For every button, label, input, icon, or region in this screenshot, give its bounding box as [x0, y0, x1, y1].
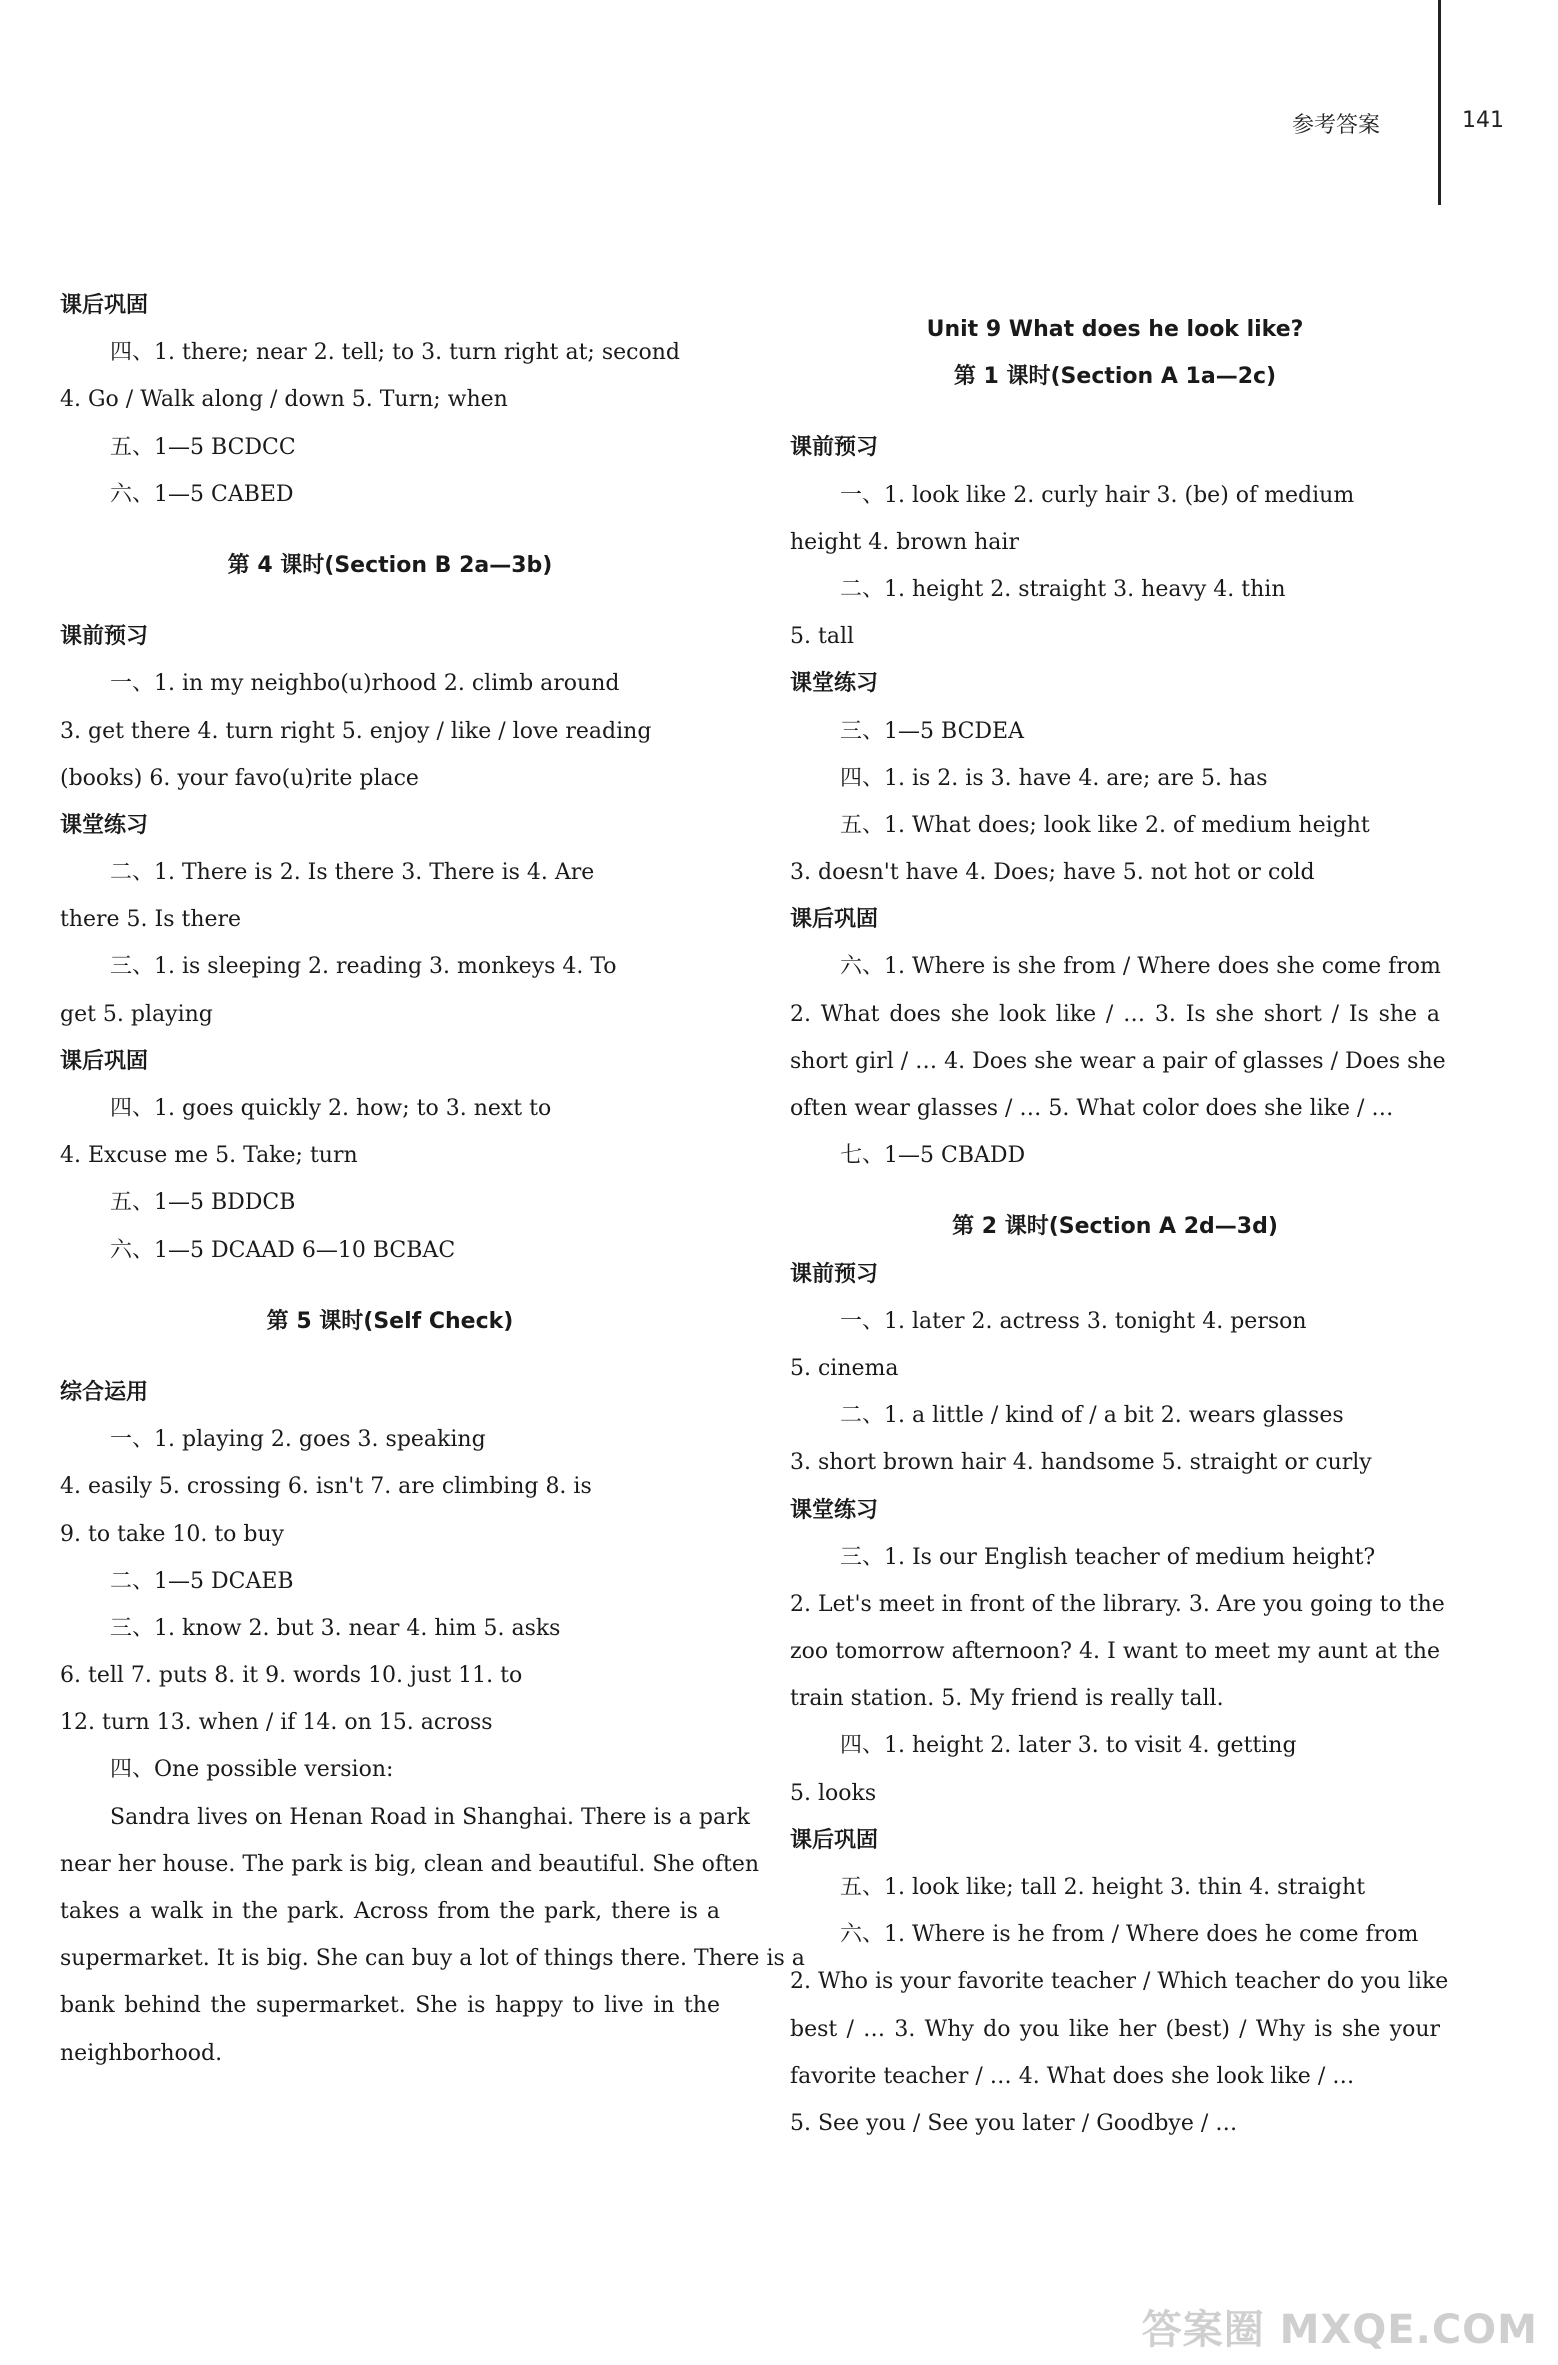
section-heading: 课后巩固: [790, 1827, 879, 1853]
lesson-title: 第 2 课时(Section A 2d—3d): [952, 1214, 1278, 1240]
answer-line: 5. See you / See you later / Goodbye / …: [790, 2110, 1238, 2136]
page-number: 141: [1462, 108, 1504, 133]
answer-line: 四、1. there; near 2. tell; to 3. turn right at; second: [110, 340, 680, 366]
section-heading: 课堂练习: [60, 812, 149, 838]
answer-line: zoo tomorrow afternoon? 4. I want to meet my aunt at the: [790, 1639, 1440, 1665]
answer-line: 2. Who is your favorite teacher / Which teacher do you like: [790, 1969, 1449, 1995]
lesson-title: 第 1 课时(Section A 1a—2c): [953, 364, 1277, 390]
answer-line: 三、1—5 BCDEA: [840, 718, 1024, 744]
answer-line: Sandra lives on Henan Road in Shanghai. There is a park: [110, 1804, 750, 1830]
section-heading: 课前预习: [790, 1261, 879, 1287]
answer-line: takes a walk in the park. Across from the park, there is a: [60, 1899, 720, 1924]
left-column: [60, 282, 805, 2077]
answer-line: 二、1—5 DCAEB: [110, 1568, 294, 1594]
answer-line: 二、1. a little / kind of / a bit 2. wears glasses: [840, 1403, 1344, 1429]
answer-line: 六、1. Where is he from / Where does he come from: [840, 1922, 1419, 1948]
watermark-logo: 答案圈 MXQE.COM: [1141, 2307, 1538, 2353]
answer-line: 四、One possible version:: [110, 1757, 394, 1783]
section-gap: [790, 400, 1440, 424]
answer-line: 七、1—5 CBADD: [840, 1143, 1026, 1169]
answer-line: 2. What does she look like / … 3. Is she short / Is she a: [790, 1001, 1440, 1027]
lesson-title: 第 5 课时(Self Check): [266, 1308, 514, 1334]
answer-line: best / … 3. Why do you like her (best) / Why is she your: [790, 2016, 1440, 2042]
section-gap: [60, 1274, 720, 1298]
answer-line: there 5. Is there: [60, 907, 242, 933]
section-gap: [790, 282, 1440, 306]
section-heading: 课堂练习: [790, 671, 879, 697]
section-gap: [790, 1179, 1440, 1203]
section-heading: 课后巩固: [790, 907, 879, 933]
section-gap: [60, 518, 720, 542]
header-divider: [1438, 0, 1441, 205]
answer-line: 三、1. know 2. but 3. near 4. him 5. asks: [110, 1615, 561, 1641]
section-heading: 课堂练习: [790, 1497, 879, 1523]
section-gap: [60, 1345, 720, 1369]
section-gap: [60, 589, 720, 613]
lesson-title: Unit 9 What does he look like?: [926, 317, 1304, 342]
section-heading: 课后巩固: [60, 1048, 149, 1074]
answer-line: 2. Let's meet in front of the library. 3. Are you going to the: [790, 1591, 1445, 1617]
answer-line: train station. 5. My friend is really tall.: [790, 1686, 1224, 1712]
answer-line: 四、1. goes quickly 2. how; to 3. next to: [110, 1096, 552, 1121]
answer-line: short girl / … 4. Does she wear a pair of glasses / Does she: [790, 1048, 1446, 1074]
answer-line: 6. tell 7. puts 8. it 9. words 10. just 11. to: [60, 1663, 523, 1689]
answer-line: 9. to take 10. to buy: [60, 1521, 285, 1547]
answer-line: 五、1. look like; tall 2. height 3. thin 4. straight: [840, 1875, 1366, 1900]
answer-line: 5. looks: [790, 1780, 877, 1806]
section-heading: 综合运用: [60, 1379, 149, 1405]
answer-line: supermarket. It is big. She can buy a lot of things there. There is a: [60, 1946, 805, 1972]
answer-line: 五、1—5 BDDCB: [110, 1190, 296, 1216]
answer-line: often wear glasses / … 5. What color does she like / …: [790, 1096, 1394, 1121]
answer-line: 一、1. playing 2. goes 3. speaking: [110, 1427, 486, 1453]
answer-line: 一、1. in my neighbo(u)rhood 2. climb around: [110, 671, 620, 697]
answer-line: 三、1. Is our English teacher of medium height?: [840, 1544, 1376, 1570]
section-heading: 课后巩固: [60, 293, 149, 318]
answer-line: 二、1. There is 2. Is there 3. There is 4. Are: [110, 860, 595, 886]
answer-line: 4. Go / Walk along / down 5. Turn; when: [60, 387, 508, 413]
answer-line: get 5. playing: [60, 1001, 213, 1027]
answer-line: height 4. brown hair: [790, 529, 1019, 555]
answer-line: favorite teacher / … 4. What does she look like / …: [790, 2063, 1355, 2089]
answer-line: 5. cinema: [790, 1355, 899, 1381]
section-heading: 课前预习: [790, 435, 879, 461]
answer-line: 六、1—5 DCAAD 6—10 BCBAC: [110, 1237, 456, 1263]
answer-line: 三、1. is sleeping 2. reading 3. monkeys 4. To: [110, 954, 617, 980]
answer-line: 5. tall: [790, 624, 855, 650]
answer-line: 12. turn 13. when / if 14. on 15. across: [60, 1710, 493, 1736]
answer-line: 六、1. Where is she from / Where does she come from: [840, 954, 1441, 980]
answer-line: 四、1. height 2. later 3. to visit 4. getting: [840, 1733, 1297, 1759]
answer-line: neighborhood.: [60, 2040, 223, 2066]
answer-line: 4. easily 5. crossing 6. isn't 7. are climbing 8. is: [60, 1474, 592, 1500]
answer-line: 二、1. height 2. straight 3. heavy 4. thin: [840, 576, 1286, 602]
answer-line: 3. doesn't have 4. Does; have 5. not hot or cold: [790, 860, 1315, 886]
answer-line: 四、1. is 2. is 3. have 4. are; are 5. has: [840, 765, 1268, 791]
answer-line: 五、1. What does; look like 2. of medium height: [840, 812, 1370, 838]
answer-line: bank behind the supermarket. She is happy to live in the: [60, 1993, 720, 2019]
answer-line: 一、1. later 2. actress 3. tonight 4. person: [840, 1308, 1307, 1334]
answer-line: 3. get there 4. turn right 5. enjoy / like / love reading: [60, 718, 652, 744]
header-title: 参考答案: [1292, 113, 1381, 138]
answer-line: 4. Excuse me 5. Take; turn: [60, 1143, 358, 1169]
answer-line: 一、1. look like 2. curly hair 3. (be) of medium: [840, 482, 1355, 508]
answer-line: 3. short brown hair 4. handsome 5. straight or curly: [790, 1450, 1372, 1476]
answer-line: 六、1—5 CABED: [110, 481, 294, 507]
lesson-title: 第 4 课时(Section B 2a—3b): [227, 552, 553, 578]
section-heading: 课前预习: [60, 624, 149, 650]
right-column: [790, 282, 1449, 2147]
answer-line: 五、1—5 BCDCC: [110, 434, 296, 460]
answer-line: near her house. The park is big, clean and beautiful. She often: [60, 1851, 760, 1877]
answer-line: (books) 6. your favo(u)rite place: [60, 765, 419, 791]
